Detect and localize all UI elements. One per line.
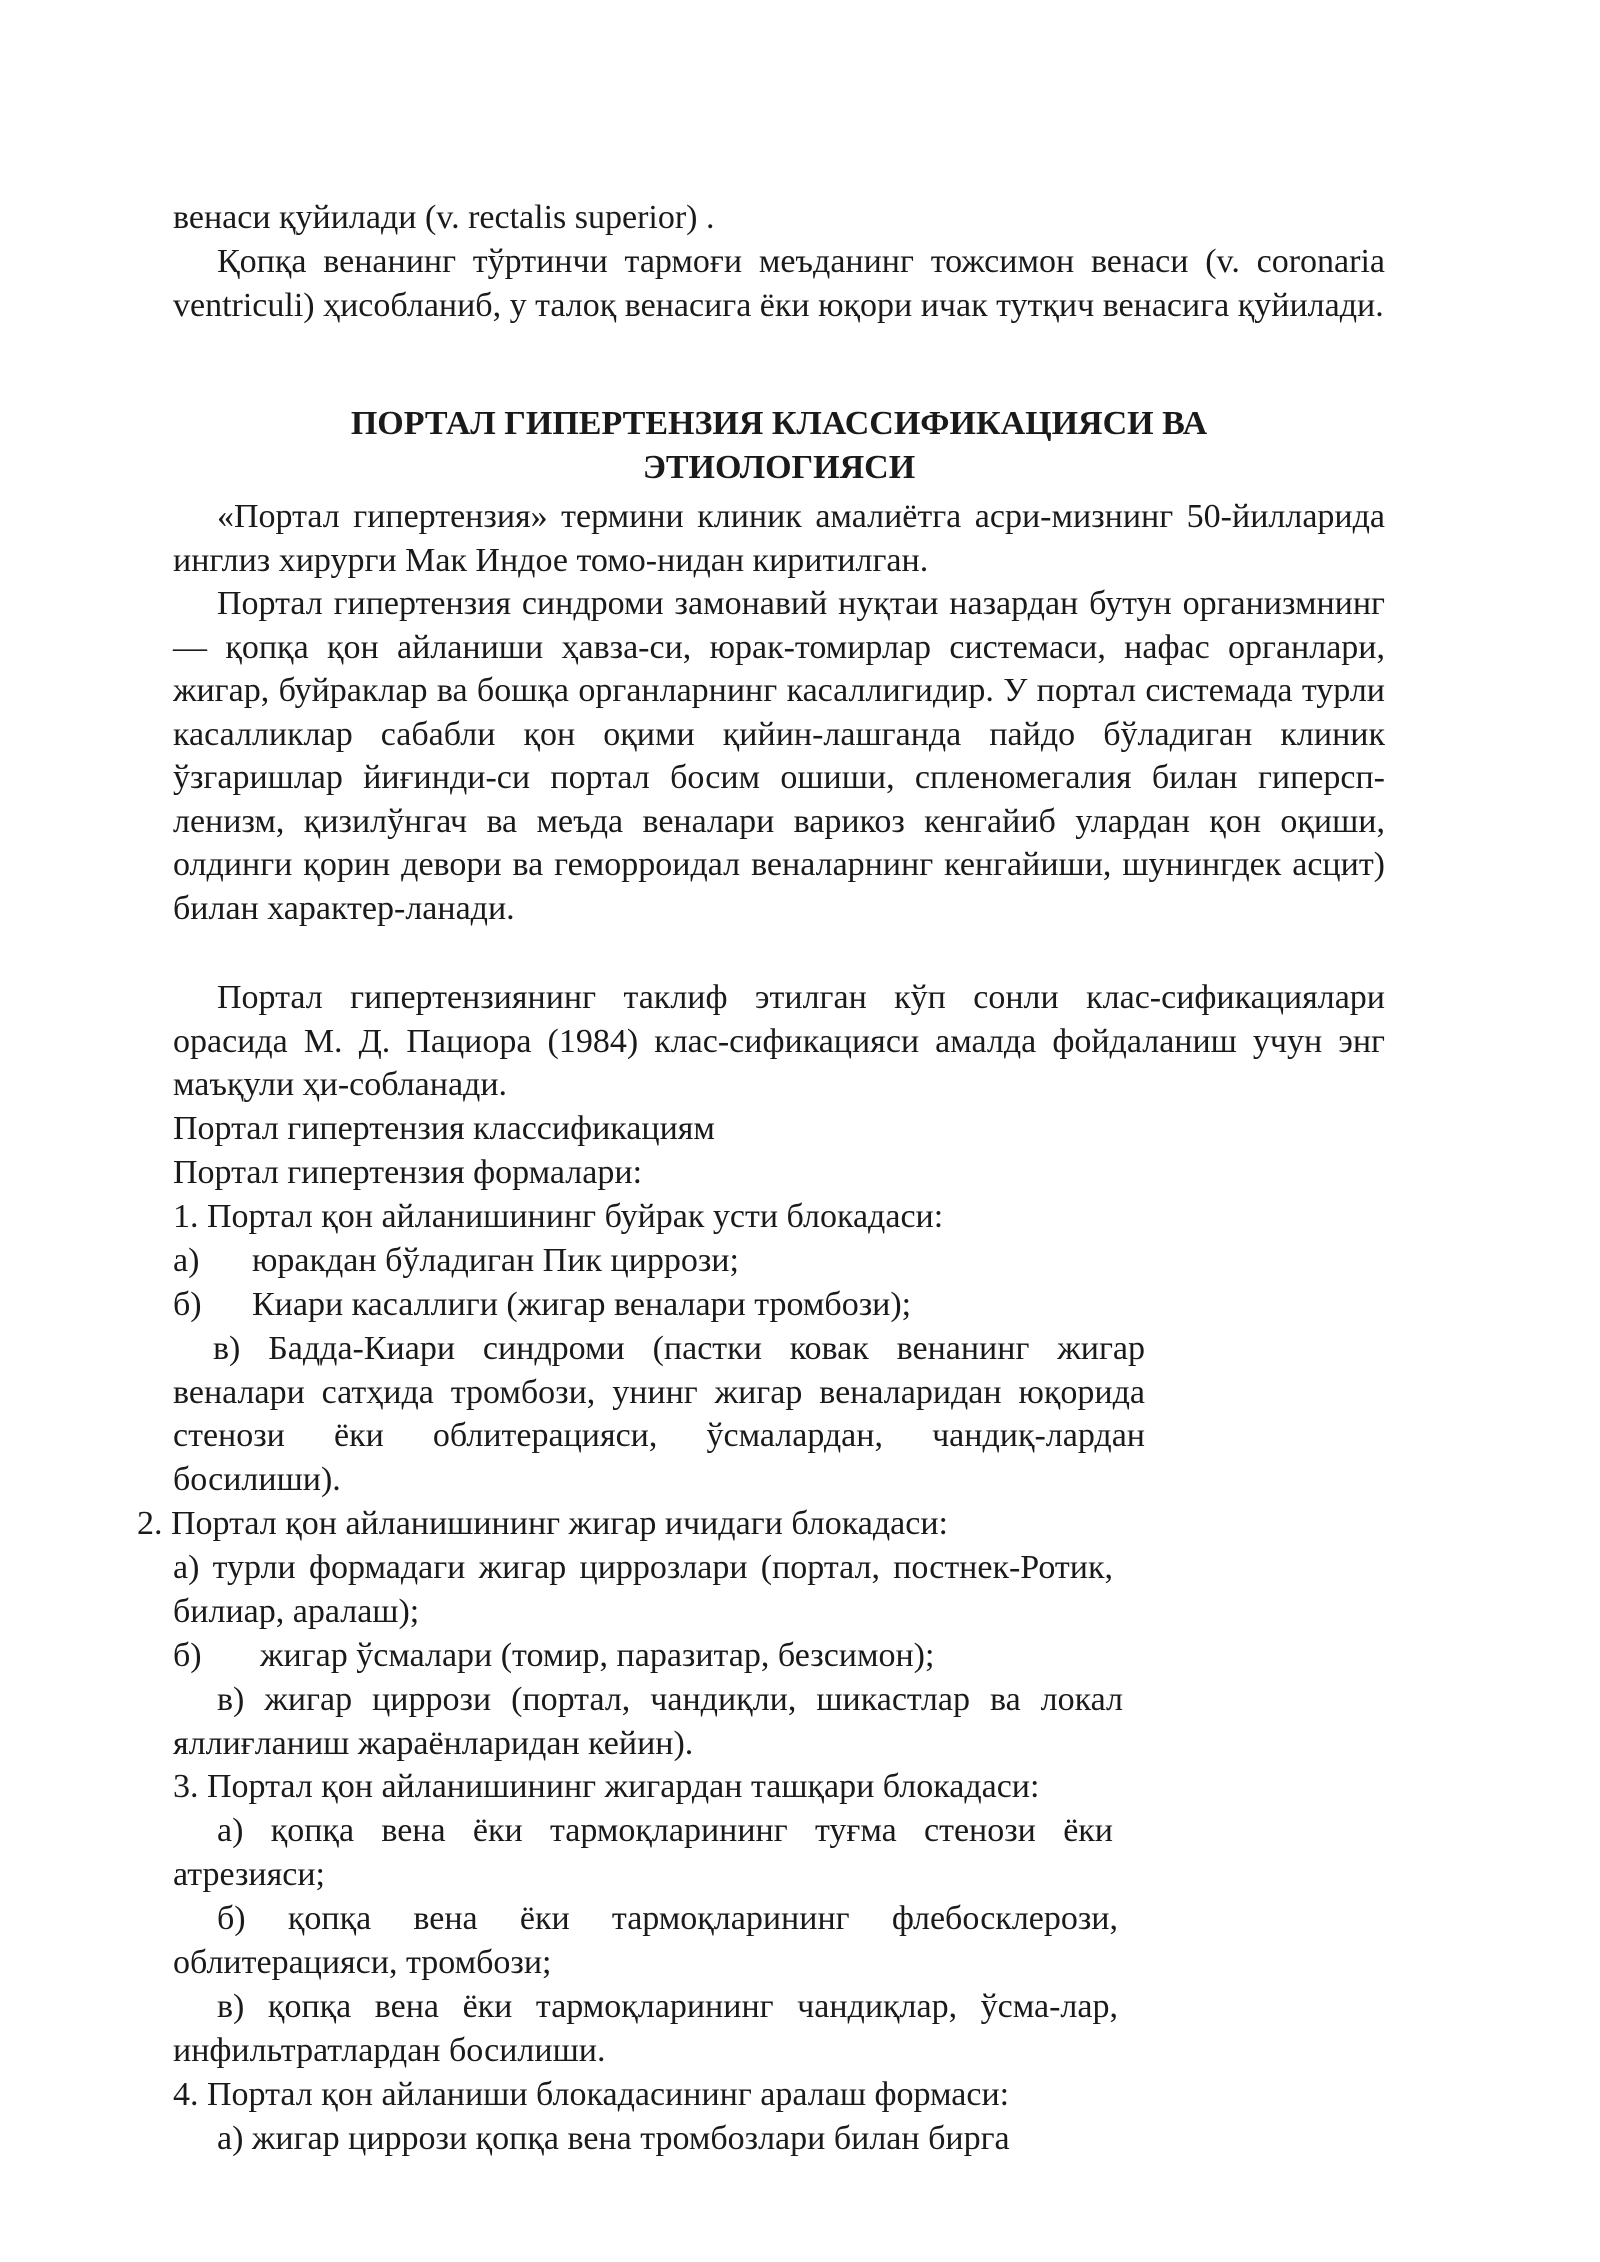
list-item-2a: а) турли формадаги жигар циррозлари (портал, постнек-Ротик, билиар, аралаш); <box>173 1549 1113 1630</box>
list-item-4: 4. Портал қон айланиши блокадасининг аралаш формаси: <box>173 2076 1010 2113</box>
list-item-1a: юракдан бўладиган Пик циррози; <box>252 1242 739 1279</box>
list-item-1: 1. Портал қон айланишининг буйрак усти блокадаси: <box>173 1198 944 1235</box>
list-item-2c: в) жигар циррози (портал, чандиқли, шикастлар ва локал яллиғланиш жараёнларидан кейин). <box>173 1681 1123 1762</box>
list-item-3a: а) қопқа вена ёки тармоқларининг туғма стенози ёки атрезияси; <box>173 1812 1113 1893</box>
paragraph-rectal-vein: венаси қуйилади (v. rectalis superior) . <box>173 199 715 236</box>
list-item-1b: Киари касаллиги (жигар веналари тромбози); <box>252 1286 912 1323</box>
forms-title: Портал гипертензия формалари: <box>173 1154 643 1191</box>
paragraph-term-origin: «Портал гипертензия» термини клиник амалиётга асри-мизнинг 50-йилларида инглиз хирурги Мак Индое томо-нидан киритилган. <box>173 498 1385 579</box>
list-item-4a: а) жигар циррози қопқа вена тромбозлари билан бирга <box>217 2120 1010 2157</box>
list-item-2: 2. Портал қон айланишининг жигар ичидаги блокадаси: <box>137 1505 948 1542</box>
paragraph-syndrome-definition: Портал гипертензия синдроми замонавий нуқтаи назардан бутун организмнинг — қопқа қон айланиши ҳавза-си, юрак-томирлар системаси, нафас органлари, жигар, буйраклар ва бошқа органларнинг касаллигидир. У портал системада турли касалликлар сабабли қон оқими қийин-лашганда пайдо бўладиган клиник ўзгаришлар йиғинди-си портал босим ошиши, спленомегалия билан гиперсп-ленизм, қизилўнгач ва меъда веналари варикоз кенгайиб улардан қон оқиши, олдинги қорин девори ва геморроидал веналарнинг кенгайиши, шунингдек асцит) билан характер-ланади. <box>173 585 1385 927</box>
paragraph-classification-intro: Портал гипертензиянинг таклиф этилган кўп сонли клас-сификациялари орасида М. Д. Пациора (1984) клас-сификацияси амалда фойдаланиш учун энг маъқули ҳи-собланади. <box>173 979 1385 1103</box>
list-item-1c: в) Бадда-Киари синдроми (пастки ковак венанинг жигар веналари сатҳида тромбози, унинг жигар веналаридан юқорида стенози ёки облитерацияси, ўсмалардан, чандиқ-лардан босилиши). <box>173 1330 1145 1498</box>
list-item-2b-marker: б) <box>173 1637 202 1674</box>
list-item-3: 3. Портал қон айланишининг жигардан ташқари блокадаси: <box>173 1768 1040 1805</box>
section-heading-line1: ПОРТАЛ ГИПЕРТЕНЗИЯ КЛАССИФИКАЦИЯСИ ВА <box>350 405 1208 442</box>
list-item-3b: б) қопқа вена ёки тармоқларининг флебосклерози, облитерацияси, тромбози; <box>173 1900 1118 1981</box>
list-item-3c: в) қопқа вена ёки тармоқларининг чандиқлар, ўсма-лар, инфильтратлардан босилиши. <box>173 1988 1118 2069</box>
list-item-1a-marker: а) <box>173 1242 200 1279</box>
list-item-2b: жигар ўсмалари (томир, паразитар, безсимон); <box>260 1637 935 1674</box>
paragraph-fourth-branch: Қопқа венанинг тўртинчи тармоғи меъданинг тожсимон венаси (v. coronaria ventriculi) ҳисобланиб, у талоқ венасига ёки юқори ичак тутқич венасига қуйилади. <box>173 243 1385 324</box>
list-item-1b-marker: б) <box>173 1286 202 1323</box>
section-heading-line2: ЭТИОЛОГИЯСИ <box>642 449 916 486</box>
classification-title: Портал гипертензия классификациям <box>173 1110 715 1147</box>
